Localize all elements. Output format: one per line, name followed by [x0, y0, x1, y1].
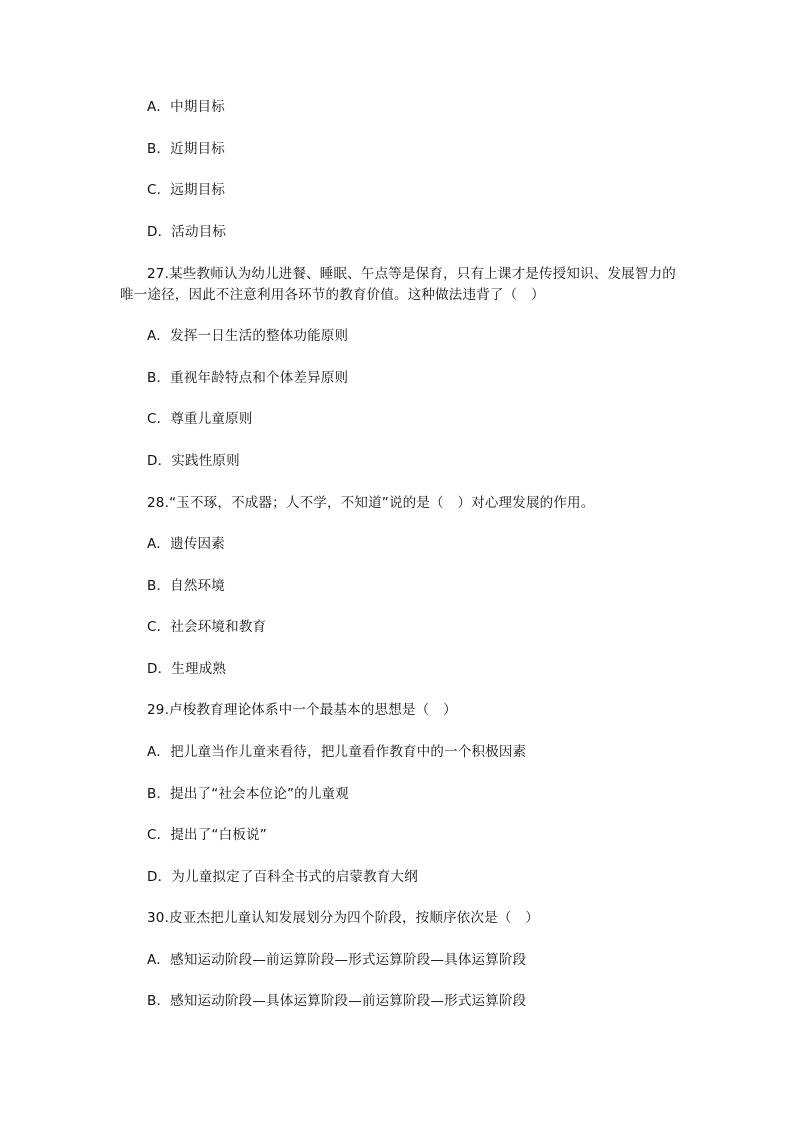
q26-option-c: C．远期目标	[147, 182, 226, 198]
q27-stem: 27.某些教师认为幼儿进餐、睡眠、午点等是保育，只有上课才是传授知识、发展智力的唯一途径，因此不注意利用各环节的教育价值。这种做法违背了（ ）	[120, 266, 676, 303]
q27-option-a: A．发挥一日生活的整体功能原则	[147, 328, 349, 344]
q30-option-b: B．感知运动阶段—具体运算阶段—前运算阶段—形式运算阶段	[147, 993, 527, 1009]
q26-option-d: D．活动目标	[147, 224, 227, 240]
q28-option-c: C．社会环境和教育	[147, 619, 267, 635]
q28-option-d: D．生理成熟	[147, 661, 227, 677]
q29-option-d: D．为儿童拟定了百科全书式的启蒙教育大纲	[147, 869, 418, 885]
q29-option-c: C．提出了“白板说”	[147, 827, 267, 843]
q29-option-a: A．把儿童当作儿童来看待，把儿童看作教育中的一个积极因素	[147, 744, 527, 760]
q27-option-b: B．重视年龄特点和个体差异原则	[147, 370, 349, 386]
q27-option-d: D．实践性原则	[147, 453, 240, 469]
q26-option-b: B．近期目标	[147, 141, 225, 157]
q30-stem: 30.皮亚杰把儿童认知发展划分为四个阶段，按顺序依次是（ ）	[147, 910, 539, 926]
q29-option-b: B．提出了“社会本位论”的儿童观	[147, 786, 349, 802]
q27-option-c: C．尊重儿童原则	[147, 411, 253, 427]
q28-option-a: A．遗传因素	[147, 536, 225, 552]
q29-stem: 29.卢梭教育理论体系中一个最基本的思想是（ ）	[147, 702, 457, 718]
q30-option-a: A．感知运动阶段—前运算阶段—形式运算阶段—具体运算阶段	[147, 952, 527, 968]
q28-option-b: B．自然环境	[147, 578, 225, 594]
q26-option-a: A．中期目标	[147, 99, 225, 115]
q28-stem: 28.“玉不琢，不成器；人不学，不知道”说的是（ ）对心理发展的作用。	[147, 495, 595, 511]
